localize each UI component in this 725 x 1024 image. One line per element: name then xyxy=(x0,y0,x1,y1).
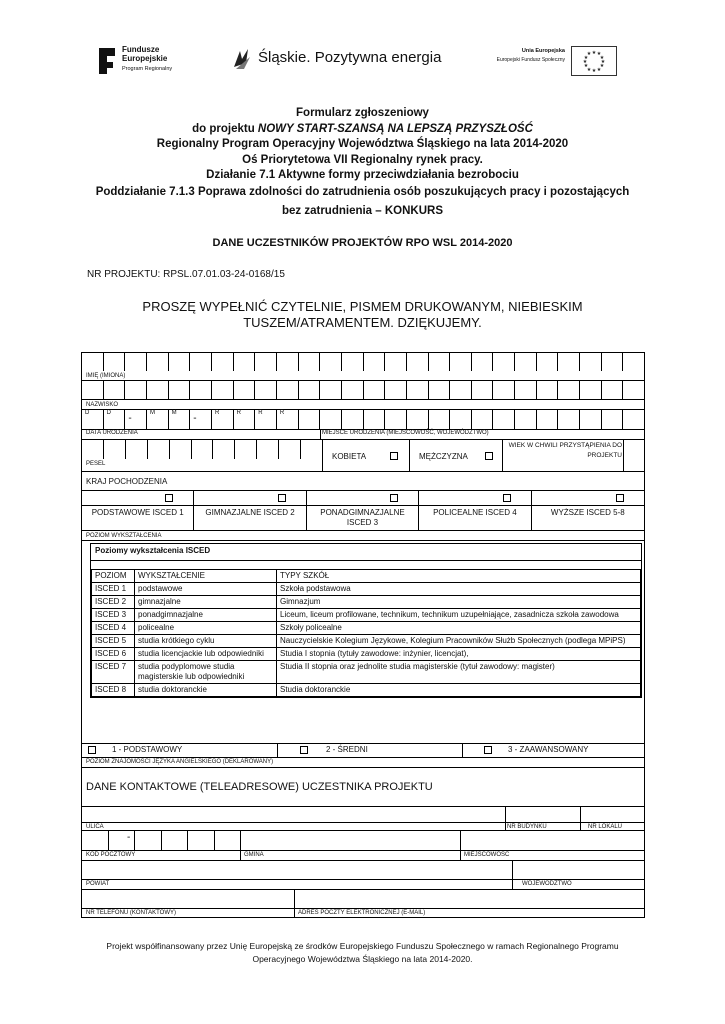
input-cell[interactable] xyxy=(104,439,126,459)
input-cell[interactable]: D xyxy=(82,409,104,429)
input-cell[interactable] xyxy=(515,380,537,399)
input-cell[interactable] xyxy=(147,380,169,399)
isced-header-schools: TYPY SZKÓŁ xyxy=(277,570,641,583)
isced-row xyxy=(92,622,641,635)
isced-cell: policealne xyxy=(135,622,277,635)
input-cell[interactable] xyxy=(215,830,241,850)
education-option[interactable] xyxy=(307,490,419,530)
input-cell[interactable] xyxy=(320,409,342,429)
lang-advanced-checkbox[interactable] xyxy=(484,746,492,754)
isced-row xyxy=(92,635,641,648)
isced-cell: ISCED 2 xyxy=(92,596,135,609)
input-cell[interactable] xyxy=(342,380,364,399)
education-option[interactable] xyxy=(419,490,531,530)
isced-cell: Szkoły policealne xyxy=(277,622,641,635)
education-checkbox[interactable] xyxy=(390,494,398,502)
input-cell[interactable] xyxy=(364,409,386,429)
input-cell[interactable] xyxy=(277,353,299,371)
isced-cell: Gimnazjum xyxy=(277,596,641,609)
header-line7: bez zatrudnienia – KONKURS xyxy=(281,205,444,217)
isced-title: Poziomy wykształcenia ISCED xyxy=(91,544,641,561)
svg-text:★: ★ xyxy=(586,51,592,57)
commune-label: GMINA xyxy=(244,852,264,858)
project-name: NOWY START-SZANSĄ NA LEPSZĄ PRZYSZŁOŚĆ xyxy=(257,122,533,135)
male-checkbox[interactable] xyxy=(485,452,493,460)
education-options xyxy=(82,490,644,530)
isced-cell: studia krótkiego cyklu xyxy=(135,635,277,648)
input-cell[interactable] xyxy=(450,409,472,429)
education-level-label: POZIOM WYKSZTAŁCENIA xyxy=(86,533,162,539)
input-cell[interactable] xyxy=(580,380,602,399)
input-cell[interactable] xyxy=(125,380,147,399)
isced-cell: ISCED 4 xyxy=(92,622,135,635)
header-line5: Działanie 7.1 Aktywne formy przeciwdziałania bezrobociu xyxy=(206,169,519,181)
svg-text:★: ★ xyxy=(586,67,592,73)
isced-cell: studia licencjackie lub odpowiedniki xyxy=(135,648,277,661)
input-cell[interactable] xyxy=(472,353,494,371)
input-cell[interactable] xyxy=(126,439,148,459)
input-cell[interactable] xyxy=(234,380,256,399)
svg-text:★: ★ xyxy=(596,67,602,73)
birth-place-label: MIEJSCE URODZENIA (MIEJSCOWOŚĆ, WOJEWÓDZTWO) xyxy=(322,430,489,436)
lang-medium-checkbox[interactable] xyxy=(300,746,308,754)
isced-cell: Szkoła podstawowa xyxy=(277,583,641,596)
first-name-field[interactable] xyxy=(82,353,644,371)
education-option-label: PONADGIMNAZJALNE ISCED 3 xyxy=(320,508,405,527)
isced-cell: ponadgimnazjalne xyxy=(135,609,277,622)
fe-logo-icon xyxy=(97,46,117,76)
input-cell[interactable] xyxy=(580,409,602,429)
input-cell[interactable] xyxy=(170,439,192,459)
voivodeship-label: WOJEWÓDZTWO xyxy=(522,881,572,887)
postcode-field[interactable] xyxy=(82,830,644,850)
postcode-label: KOD POCZTOWY xyxy=(86,852,136,858)
isced-row xyxy=(92,583,641,596)
input-cell[interactable] xyxy=(188,830,215,850)
isced-cell: Studia I stopnia (tytuły zawodowe: inżynier, licencjat), xyxy=(277,648,641,661)
header-line2 xyxy=(0,122,725,138)
isced-cell: ISCED 5 xyxy=(92,635,135,648)
header-line4: Oś Priorytetowa VII Regionalny rynek pracy. xyxy=(242,153,483,166)
input-cell[interactable] xyxy=(429,409,451,429)
input-cell[interactable]: M xyxy=(147,409,169,429)
input-cell[interactable] xyxy=(169,353,191,371)
isced-cell: studia doktoranckie xyxy=(135,684,277,697)
country-label: KRAJ POCHODZENIA xyxy=(86,477,168,486)
header-line1: Formularz zgłoszeniowy xyxy=(296,107,429,119)
isced-cell: Studia II stopnia oraz jednolite studia magisterskie (tytuł zawodowy: magister) xyxy=(277,661,641,684)
isced-row xyxy=(92,684,641,697)
fe-line3: Program Regionalny xyxy=(122,66,173,72)
input-cell[interactable]: R xyxy=(277,409,299,429)
education-option-label: POLICEALNE ISCED 4 xyxy=(433,508,517,517)
input-cell[interactable] xyxy=(493,353,515,371)
input-cell[interactable] xyxy=(602,409,624,429)
isced-table xyxy=(90,543,642,698)
input-cell[interactable] xyxy=(255,380,277,399)
contact-title: DANE KONTAKTOWE (TELEADRESOWE) UCZESTNIKA PROJEKTU xyxy=(86,781,433,793)
input-cell[interactable]: M xyxy=(169,409,191,429)
slaskie-text: Śląskie. Pozytywna energia xyxy=(258,49,442,66)
header-line6: Poddziałanie 7.1.3 Poprawa zdolności do zatrudnienia osób poszukujących pracy i pozostających xyxy=(95,185,630,198)
eu-logo xyxy=(482,46,617,76)
input-cell[interactable] xyxy=(493,380,515,399)
input-cell[interactable] xyxy=(212,380,234,399)
last-name-field[interactable] xyxy=(82,380,644,400)
eu-line1: Unia Europejska xyxy=(521,48,565,54)
eu-flag-icon xyxy=(571,46,617,76)
input-cell[interactable] xyxy=(213,439,235,459)
input-cell[interactable] xyxy=(109,830,136,850)
input-cell[interactable] xyxy=(429,353,451,371)
input-cell[interactable] xyxy=(342,353,364,371)
input-cell[interactable] xyxy=(515,409,537,429)
input-cell[interactable] xyxy=(235,439,257,459)
svg-text:★: ★ xyxy=(599,63,605,69)
education-checkbox[interactable] xyxy=(165,494,173,502)
svg-text:★: ★ xyxy=(596,51,602,57)
project-number: NR PROJEKTU: RPSL.07.01.03-24-0168/15 xyxy=(87,269,285,280)
age-label: WIEK W CHWILI PRZYSTĄPIENIA DO PROJEKTU xyxy=(508,442,622,459)
isced-cell: ISCED 3 xyxy=(92,609,135,622)
section-title: DANE UCZESTNIKÓW PROJEKTÓW RPO WSL 2014-2020 xyxy=(212,237,513,249)
input-cell[interactable] xyxy=(299,409,321,429)
isced-cell: ISCED 7 xyxy=(92,661,135,684)
isced-cell: ISCED 1 xyxy=(92,583,135,596)
input-cell[interactable] xyxy=(580,353,602,371)
education-checkbox[interactable] xyxy=(503,494,511,502)
phone-label: NR TELEFONU (KONTAKTOWY) xyxy=(86,910,177,916)
input-cell[interactable] xyxy=(277,380,299,399)
input-cell[interactable] xyxy=(364,380,386,399)
education-option[interactable] xyxy=(194,490,306,530)
svg-text:★: ★ xyxy=(583,55,589,61)
slaskie-logo xyxy=(230,47,450,71)
input-cell[interactable] xyxy=(257,439,279,459)
input-cell[interactable] xyxy=(234,353,256,371)
form-header xyxy=(0,106,725,220)
svg-text:★: ★ xyxy=(591,50,597,56)
education-checkbox[interactable] xyxy=(278,494,286,502)
fe-line1: Fundusze xyxy=(122,45,160,54)
input-cell[interactable] xyxy=(364,353,386,371)
input-cell[interactable] xyxy=(212,353,234,371)
city-label: MIEJSCOWOŚĆ xyxy=(464,852,510,858)
input-cell[interactable] xyxy=(472,380,494,399)
input-cell[interactable] xyxy=(450,380,472,399)
female-label: KOBIETA xyxy=(332,452,367,461)
input-cell[interactable] xyxy=(515,353,537,371)
input-cell[interactable] xyxy=(279,439,301,459)
svg-text:★: ★ xyxy=(582,59,588,65)
lang-medium-label: 2 - ŚREDNI xyxy=(326,745,368,754)
input-cell[interactable] xyxy=(537,353,559,371)
input-cell[interactable] xyxy=(385,409,407,429)
input-cell[interactable] xyxy=(450,353,472,371)
svg-text:★: ★ xyxy=(599,55,605,61)
svg-text:★: ★ xyxy=(600,59,606,65)
input-cell[interactable]: R xyxy=(255,409,277,429)
input-cell[interactable] xyxy=(558,380,580,399)
svg-text:★: ★ xyxy=(583,63,589,69)
input-cell[interactable] xyxy=(82,830,109,850)
input-cell[interactable] xyxy=(602,380,624,399)
input-cell[interactable] xyxy=(299,353,321,371)
education-option-label: PODSTAWOWE ISCED 1 xyxy=(91,508,184,517)
street-label: ULICA xyxy=(86,824,104,830)
participant-form xyxy=(81,352,645,918)
last-name-label: NAZWISKO xyxy=(86,402,119,408)
input-cell[interactable] xyxy=(82,439,104,459)
female-checkbox[interactable] xyxy=(390,452,398,460)
input-cell[interactable] xyxy=(342,409,364,429)
input-cell[interactable] xyxy=(407,380,429,399)
input-cell[interactable] xyxy=(125,353,147,371)
input-cell[interactable] xyxy=(301,439,322,459)
input-cell[interactable] xyxy=(147,353,169,371)
input-cell[interactable] xyxy=(320,353,342,371)
fe-line2: Europejskie xyxy=(122,54,168,63)
input-cell[interactable]: D xyxy=(104,409,126,429)
input-cell[interactable] xyxy=(192,439,214,459)
input-cell[interactable] xyxy=(558,353,580,371)
input-cell[interactable]: - xyxy=(125,409,147,429)
isced-header-level: POZIOM xyxy=(92,570,135,583)
isced-cell: podstawowe xyxy=(135,583,277,596)
input-cell[interactable] xyxy=(602,353,624,371)
first-name-label: IMIĘ (IMIONA) xyxy=(86,373,126,379)
input-cell[interactable]: R xyxy=(212,409,234,429)
svg-text:★: ★ xyxy=(591,68,597,74)
input-cell[interactable]: - xyxy=(190,409,212,429)
input-cell[interactable] xyxy=(493,409,515,429)
education-option[interactable] xyxy=(532,490,644,530)
language-level-label: POZIOM ZNAJOMOŚCI JĘZYKA ANGIELSKIEGO (DEKLAROWANY) xyxy=(86,759,274,765)
input-cell[interactable] xyxy=(135,830,162,850)
input-cell[interactable]: R xyxy=(234,409,256,429)
isced-cell: Nauczycielskie Kolegium Językowe, Kolegium Pracowników Służb Społecznych (podlega MPiPS) xyxy=(277,635,641,648)
eu-line2: Europejski Fundusz Społeczny xyxy=(496,57,565,63)
fundusze-europejskie-logo xyxy=(97,44,197,80)
isced-cell: Liceum, liceum profilowane, technikum, technikum uzupełniające, zasadnicza szkoła zawodowa xyxy=(277,609,641,622)
county-label: POWIAT xyxy=(86,881,110,887)
lang-basic-checkbox[interactable] xyxy=(88,746,96,754)
input-cell[interactable] xyxy=(190,380,212,399)
instructions: PROSZĘ WYPEŁNIĆ CZYTELNIE, PISMEM DRUKOWANYM, NIEBIESKIM TUSZEM/ATRAMENTEM. DZIĘKUJEMY. xyxy=(142,299,583,330)
lang-basic-label: 1 - PODSTAWOWY xyxy=(112,745,183,754)
input-cell[interactable] xyxy=(320,380,342,399)
isced-header-education: WYKSZTAŁCENIE xyxy=(135,570,277,583)
birth-date-label: DATA URODZENIA xyxy=(86,430,138,436)
slaskie-mark-icon xyxy=(230,47,254,71)
male-label: MĘŻCZYZNA xyxy=(419,452,468,461)
input-cell[interactable] xyxy=(623,380,644,399)
birth-date-field[interactable] xyxy=(82,409,644,429)
input-cell[interactable] xyxy=(385,353,407,371)
education-option[interactable] xyxy=(82,490,194,530)
input-cell[interactable] xyxy=(162,830,189,850)
input-cell[interactable] xyxy=(472,409,494,429)
isced-row xyxy=(92,609,641,622)
input-cell[interactable] xyxy=(407,409,429,429)
footer-note: Projekt współfinansowany przez Unię Europejską ze środków Europejskiego Funduszu Społecznego w ramach Regionalnego Programu Operacyjnego Województwa Śląskiego na lata 2014-2020. xyxy=(106,941,619,964)
input-cell[interactable] xyxy=(385,380,407,399)
isced-cell: Studia doktoranckie xyxy=(277,684,641,697)
isced-cell: gimnazjalne xyxy=(135,596,277,609)
header-line2-prefix: do projektu xyxy=(192,122,258,135)
input-cell[interactable] xyxy=(429,380,451,399)
header-line3: Regionalny Program Operacyjny Województwa Śląskiego na lata 2014-2020 xyxy=(156,138,569,150)
isced-cell: ISCED 8 xyxy=(92,684,135,697)
building-label: NR BUDYNKU xyxy=(507,824,547,830)
isced-cell: ISCED 6 xyxy=(92,648,135,661)
input-cell[interactable] xyxy=(190,353,212,371)
lang-advanced-label: 3 - ZAAWANSOWANY xyxy=(508,745,589,754)
input-cell[interactable] xyxy=(82,380,104,399)
education-option-label: GIMNAZJALNE ISCED 2 xyxy=(205,508,295,517)
input-cell[interactable] xyxy=(104,380,126,399)
postcode-dash: - xyxy=(127,832,131,843)
input-cell[interactable] xyxy=(255,353,277,371)
input-cell[interactable] xyxy=(537,380,559,399)
input-cell[interactable] xyxy=(104,353,126,371)
input-cell[interactable] xyxy=(169,380,191,399)
flat-label: NR LOKALU xyxy=(588,824,623,830)
input-cell[interactable] xyxy=(558,409,580,429)
input-cell[interactable] xyxy=(299,380,321,399)
email-label: ADRES POCZTY ELEKTRONICZNEJ (E-MAIL) xyxy=(298,910,426,916)
education-checkbox[interactable] xyxy=(616,494,624,502)
isced-cell: studia podyplomowe studia magisterskie lub odpowiedniki xyxy=(135,661,277,684)
isced-row xyxy=(92,648,641,661)
input-cell[interactable] xyxy=(537,409,559,429)
language-options xyxy=(82,743,644,757)
input-cell[interactable] xyxy=(148,439,170,459)
pesel-label: PESEL xyxy=(86,461,106,467)
input-cell[interactable] xyxy=(407,353,429,371)
isced-row xyxy=(92,596,641,609)
input-cell[interactable] xyxy=(623,353,644,371)
input-cell[interactable] xyxy=(82,353,104,371)
education-option-label: WYŻSZE ISCED 5-8 xyxy=(550,508,625,517)
input-cell[interactable] xyxy=(623,409,644,429)
isced-row xyxy=(92,661,641,684)
